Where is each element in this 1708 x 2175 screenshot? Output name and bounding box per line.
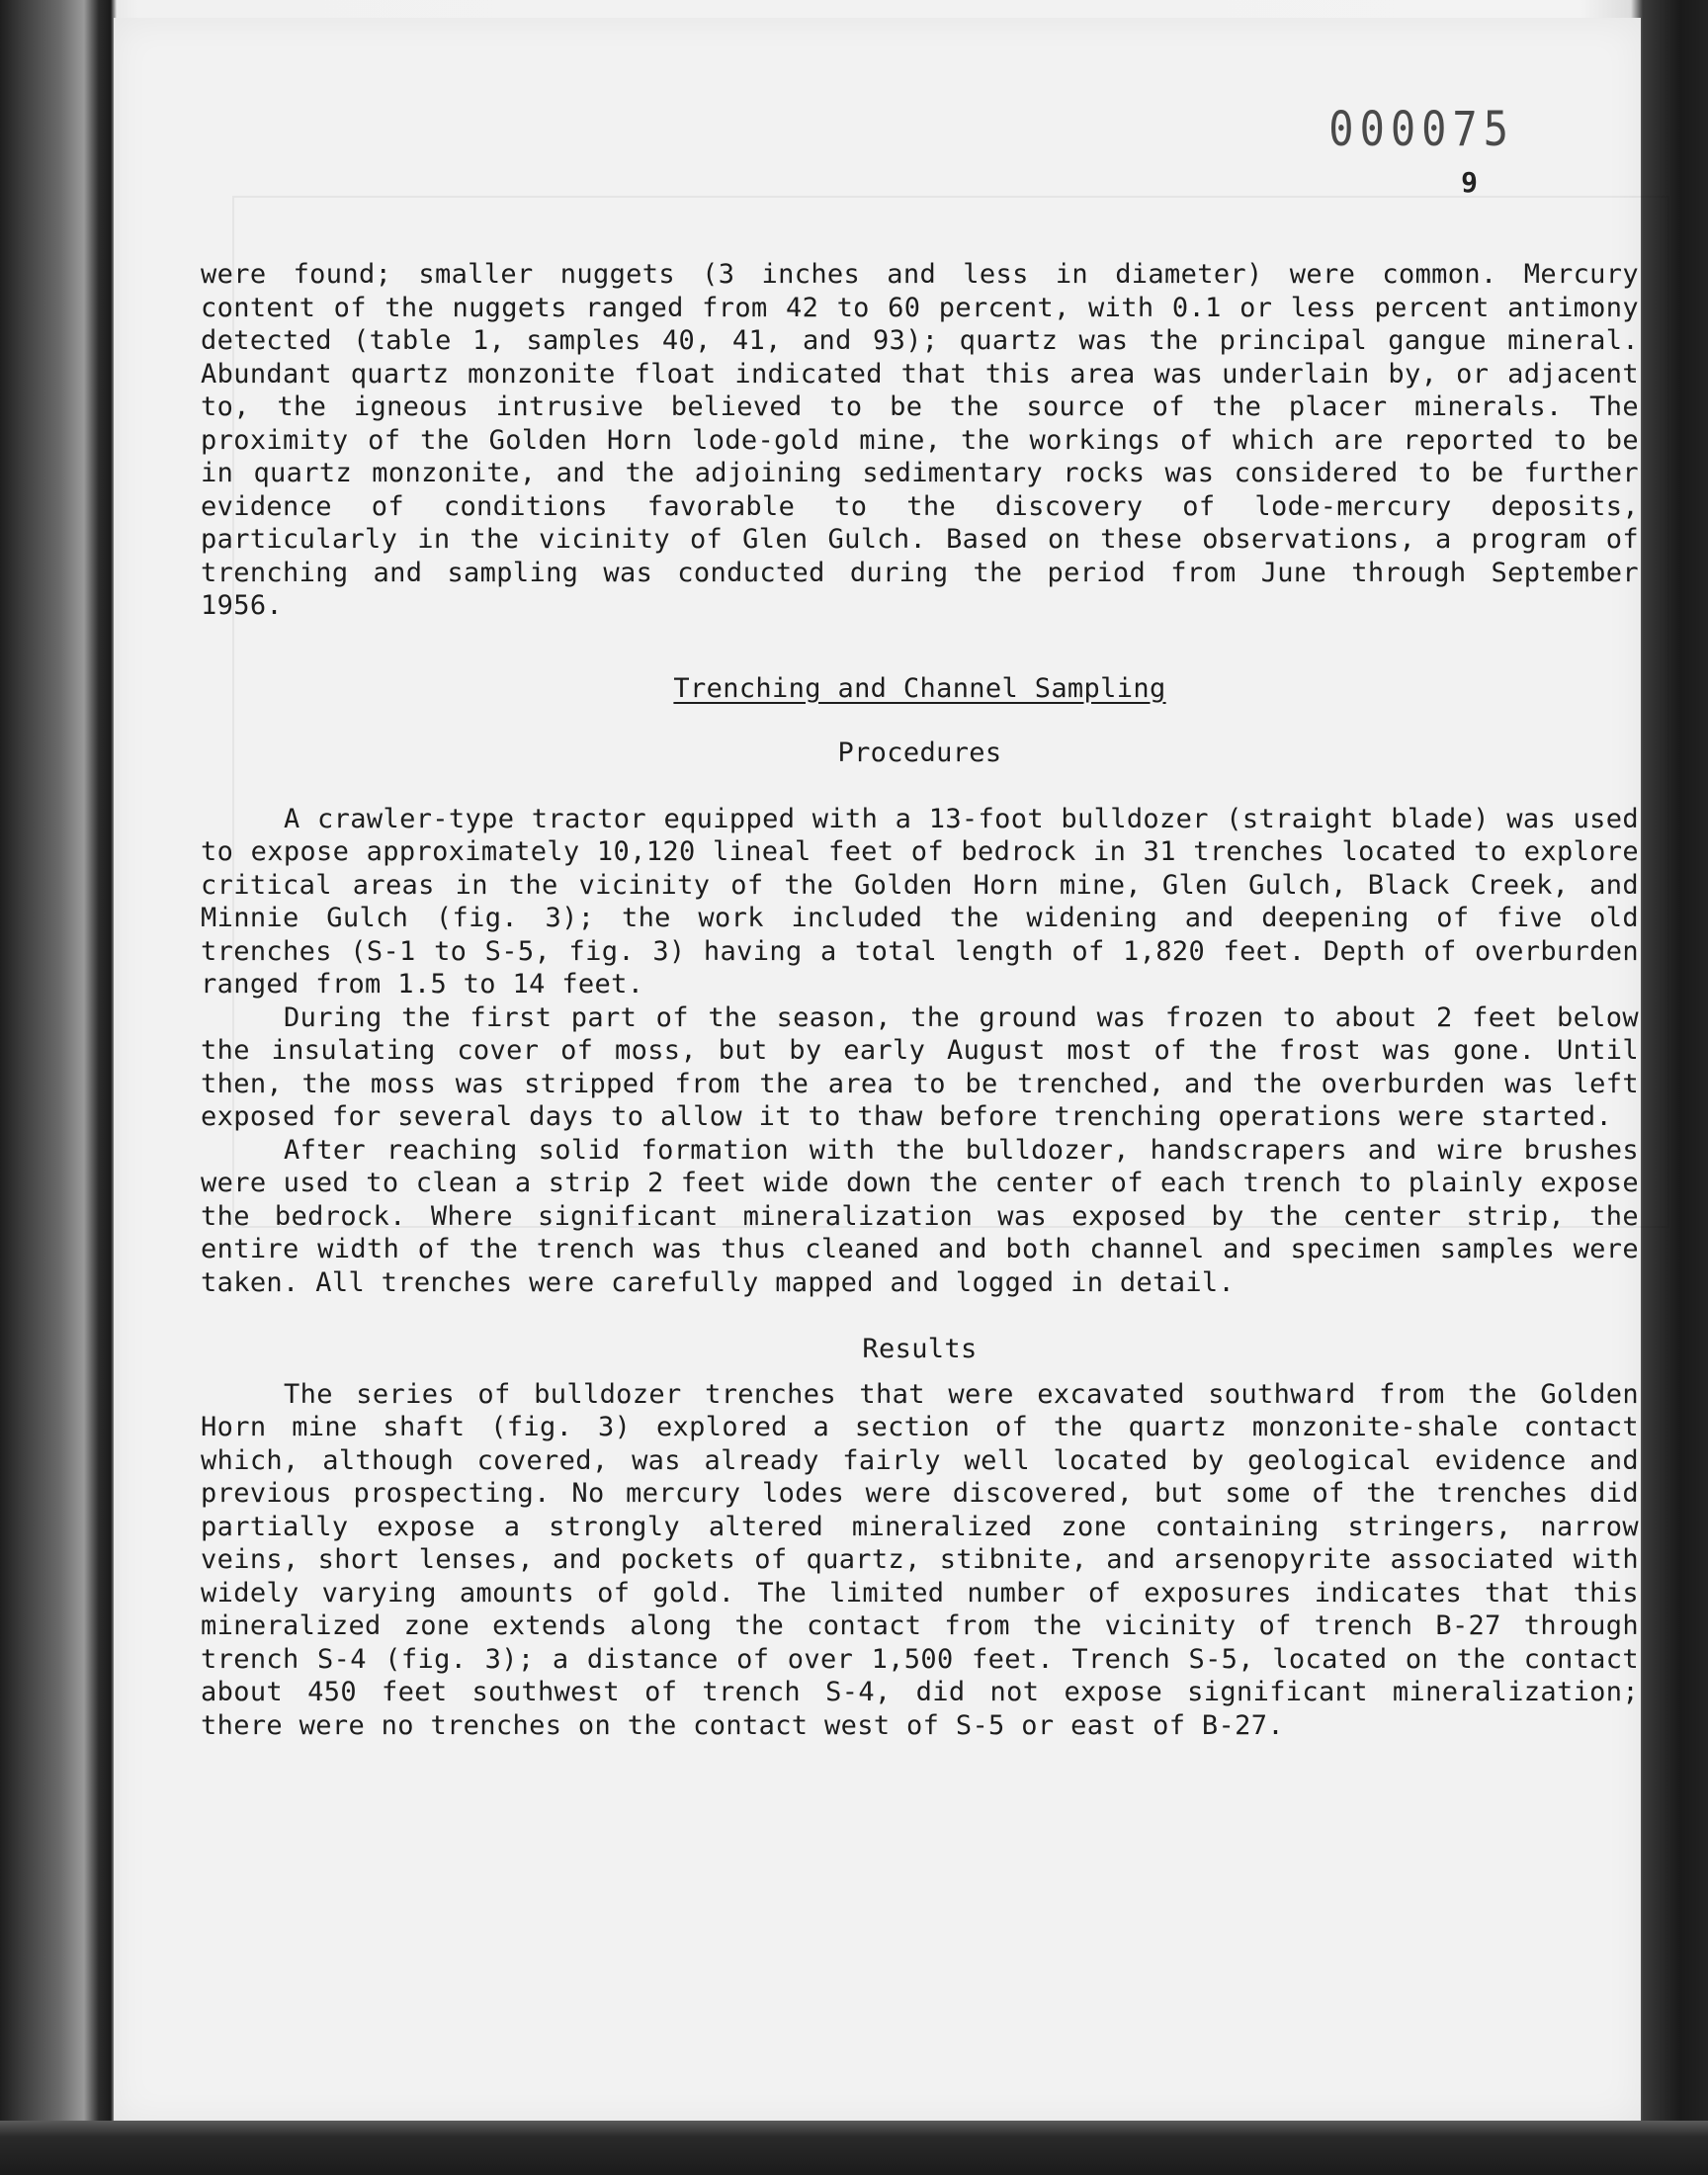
- paragraph-results: The series of bulldozer trenches that were excavated southward from the Golden Horn mine shaft (fig. 3) explored a section of the quartz monzonite-shale contact which, although covered, was already fairly well located by geological evidence and previous prospecting. No mercury lodes were discovered, but some of the trenches did partially expose a strongly altered mineralized zone containing stringers, narrow veins, short lenses, and pockets of quartz, stibnite, and arsenopyrite associated with widely varying amounts of gold. The limited number of exposures indicates that this mineralized zone extends along the contact from the vicinity of trench B-27 through trench S-4 (fig. 3); a distance of over 1,500 feet. Trench S-5, located on the contact about 450 feet southwest of trench S-4, did not expose significant mineralization; there were no trenches on the contact west of S-5 or east of B-27.: [201, 1378, 1639, 1741]
- document-page: [114, 18, 1641, 2124]
- paragraph-procedures-1: A crawler-type tractor equipped with a 13-foot bulldozer (straight blade) was used to expose approximately 10,120 lineal feet of bedrock in 31 trenches located to explore critical areas in the vicinity of the Golden Horn mine, Glen Gulch, Black Creek, and Minnie Gulch (fig. 3); the work included the widening and deepening of five old trenches (S-1 to S-5, fig. 3) having a total length of 1,820 feet. Depth of overburden ranged from 1.5 to 14 feet.: [201, 803, 1639, 1000]
- scan-bottom-edge: [0, 2121, 1708, 2175]
- page-number: 9: [1461, 166, 1478, 199]
- document-id-stamp: 000075: [1328, 101, 1514, 157]
- paragraph-procedures-3: After reaching solid formation with the bulldozer, handscrapers and wire brushes were used to clean a strip 2 feet wide down the center of each trench to plainly expose the bedrock. Where significant mineralization was exposed by the center strip, the entire width of the trench was thus cleaned and both channel and specimen samples were taken. All trenches were carefully mapped and logged in detail.: [201, 1134, 1639, 1298]
- paragraph-procedures-2: During the first part of the season, the ground was frozen to about 2 feet below the insulating cover of moss, but by early August most of the frost was gone. Until then, the moss was stripped from the area to be trenched, and the overburden was left exposed for several days to allow it to thaw before trenching operations were started.: [201, 1001, 1639, 1132]
- results-heading: Results: [862, 1334, 978, 1364]
- body-text: [201, 258, 1639, 1742]
- section-heading: Trenching and Channel Sampling: [673, 672, 1166, 704]
- procedures-heading: Procedures: [837, 738, 1002, 768]
- paragraph-continuation: were found; smaller nuggets (3 inches and less in diameter) were common. Mercury content of the nuggets ranged from 42 to 60 percent, with 0.1 or less percent antimony detected (table 1, samples 40, 41, and 93); quartz was the principal gangue mineral. Abundant quartz monzonite float indicated that this area was underlain by, or adjacent to, the igneous intrusive believed to be the source of the placer minerals. The proximity of the Golden Horn lode-gold mine, the workings of which are reported to be in quartz monzonite, and the adjoining sedimentary rocks was considered to be further evidence of conditions favorable to the discovery of lode-mercury deposits, particularly in the vicinity of Glen Gulch. Based on these observations, a program of trenching and sampling was conducted during the period from June through September 1956.: [201, 259, 1639, 621]
